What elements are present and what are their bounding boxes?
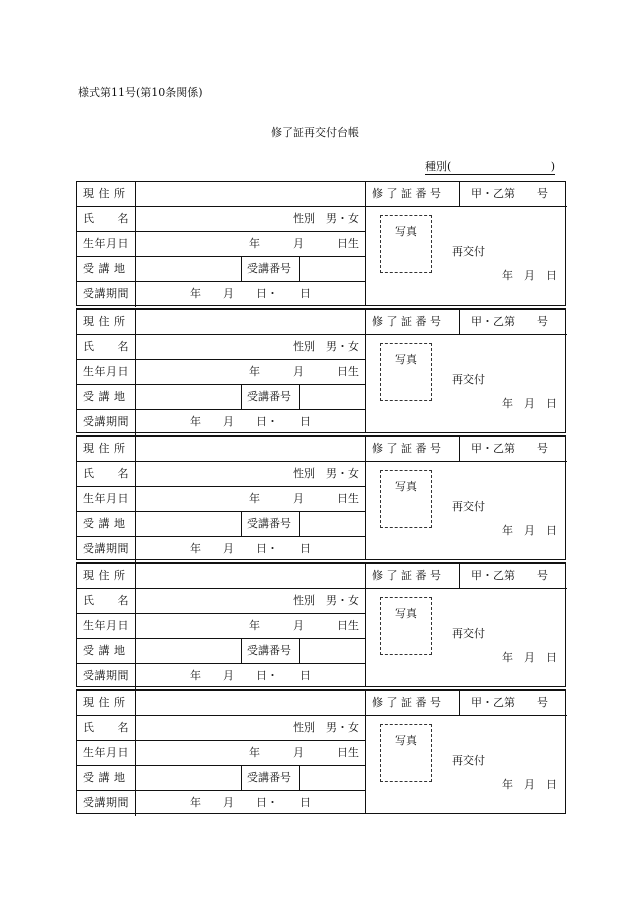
photo-reissue-area [365, 335, 565, 433]
birthdate-label: 生年月日 [77, 487, 136, 511]
birthdate-row [77, 232, 365, 257]
reissue-record [76, 689, 566, 814]
address-row [77, 437, 567, 462]
name-row [77, 716, 365, 741]
sex-field[interactable]: 性別 男・女 [293, 594, 359, 607]
name-row [77, 462, 365, 487]
birthdate-label: 生年月日 [77, 741, 136, 765]
venue-label: 受 講 地 [77, 385, 136, 409]
sex-field[interactable]: 性別 男・女 [293, 467, 359, 480]
cert-number-value[interactable]: 甲・乙第 号 [471, 442, 548, 455]
period-row [77, 410, 365, 435]
category-paren-close: ) [550, 160, 555, 173]
address-label: 現 住 所 [77, 437, 136, 461]
venue-row [77, 257, 365, 282]
birthdate-label: 生年月日 [77, 232, 136, 256]
venue-row [77, 385, 365, 410]
photo-reissue-area [365, 462, 565, 560]
cert-number-label: 修 了 証 番 号 [372, 442, 441, 455]
form-number: 様式第11号(第10条関係) [78, 86, 203, 99]
period-row [77, 664, 365, 689]
name-row [77, 589, 365, 614]
cert-number-label: 修 了 証 番 号 [372, 187, 441, 200]
category-field[interactable] [425, 160, 555, 175]
venue-row [77, 639, 365, 664]
photo-box: 写真 [380, 597, 432, 655]
photo-box: 写真 [380, 470, 432, 528]
reissue-label: 再交付 [452, 627, 485, 640]
address-label: 現 住 所 [77, 310, 136, 334]
reissue-label: 再交付 [452, 245, 485, 258]
reissue-label: 再交付 [452, 373, 485, 386]
birthdate-value[interactable]: 年 月 日生 [249, 619, 359, 632]
period-label: 受講期間 [77, 664, 136, 689]
name-label: 氏 名 [77, 462, 136, 486]
reissue-date[interactable]: 年 月 日 [502, 269, 557, 282]
birthdate-label: 生年月日 [77, 614, 136, 638]
sex-field[interactable]: 性別 男・女 [293, 340, 359, 353]
reissue-date[interactable]: 年 月 日 [502, 397, 557, 410]
name-label: 氏 名 [77, 335, 136, 359]
photo-reissue-area [365, 207, 565, 305]
course-number-label: 受講番号 [247, 390, 291, 403]
period-value[interactable]: 年 月 日・ 日 [190, 796, 311, 809]
course-number-label: 受講番号 [247, 517, 291, 530]
reissue-label: 再交付 [452, 754, 485, 767]
photo-box: 写真 [380, 724, 432, 782]
name-label: 氏 名 [77, 589, 136, 613]
address-row [77, 310, 567, 335]
venue-label: 受 講 地 [77, 766, 136, 790]
period-value[interactable]: 年 月 日・ 日 [190, 415, 311, 428]
venue-label: 受 講 地 [77, 257, 136, 281]
photo-reissue-area [365, 716, 565, 814]
address-row [77, 182, 567, 207]
reissue-date[interactable]: 年 月 日 [502, 778, 557, 791]
photo-box: 写真 [380, 343, 432, 401]
cert-number-value[interactable]: 甲・乙第 号 [471, 187, 548, 200]
cert-number-value[interactable]: 甲・乙第 号 [471, 315, 548, 328]
period-label: 受講期間 [77, 791, 136, 816]
sex-field[interactable]: 性別 男・女 [293, 721, 359, 734]
course-number-label: 受講番号 [247, 262, 291, 275]
venue-row [77, 512, 365, 537]
period-value[interactable]: 年 月 日・ 日 [190, 542, 311, 555]
venue-label: 受 講 地 [77, 512, 136, 536]
photo-reissue-area [365, 589, 565, 687]
name-label: 氏 名 [77, 207, 136, 231]
sex-field[interactable]: 性別 男・女 [293, 212, 359, 225]
birthdate-row [77, 741, 365, 766]
course-number-label: 受講番号 [247, 771, 291, 784]
reissue-label: 再交付 [452, 500, 485, 513]
photo-box: 写真 [380, 215, 432, 273]
reissue-date[interactable]: 年 月 日 [502, 651, 557, 664]
venue-label: 受 講 地 [77, 639, 136, 663]
course-number-label: 受講番号 [247, 644, 291, 657]
name-row [77, 207, 365, 232]
period-label: 受講期間 [77, 410, 136, 435]
reissue-date[interactable]: 年 月 日 [502, 524, 557, 537]
period-row [77, 537, 365, 562]
birthdate-value[interactable]: 年 月 日生 [249, 492, 359, 505]
birthdate-label: 生年月日 [77, 360, 136, 384]
records-table [76, 181, 566, 816]
birthdate-row [77, 360, 365, 385]
birthdate-value[interactable]: 年 月 日生 [249, 237, 359, 250]
period-label: 受講期間 [77, 282, 136, 307]
venue-row [77, 766, 365, 791]
period-value[interactable]: 年 月 日・ 日 [190, 669, 311, 682]
period-row [77, 282, 365, 307]
birthdate-row [77, 614, 365, 639]
page-title: 修了証再交付台帳 [271, 126, 359, 139]
birthdate-value[interactable]: 年 月 日生 [249, 365, 359, 378]
cert-number-label: 修 了 証 番 号 [372, 696, 441, 709]
name-row [77, 335, 365, 360]
reissue-record [76, 181, 566, 306]
address-label: 現 住 所 [77, 182, 136, 206]
period-value[interactable]: 年 月 日・ 日 [190, 287, 311, 300]
birthdate-value[interactable]: 年 月 日生 [249, 746, 359, 759]
address-row [77, 564, 567, 589]
cert-number-value[interactable]: 甲・乙第 号 [471, 696, 548, 709]
name-label: 氏 名 [77, 716, 136, 740]
cert-number-label: 修 了 証 番 号 [372, 569, 441, 582]
category-label: 種別( [425, 160, 452, 173]
period-row [77, 791, 365, 816]
reissue-record [76, 308, 566, 433]
reissue-record [76, 562, 566, 687]
period-label: 受講期間 [77, 537, 136, 562]
reissue-record [76, 435, 566, 560]
birthdate-row [77, 487, 365, 512]
address-label: 現 住 所 [77, 691, 136, 715]
address-label: 現 住 所 [77, 564, 136, 588]
cert-number-label: 修 了 証 番 号 [372, 315, 441, 328]
address-row [77, 691, 567, 716]
cert-number-value[interactable]: 甲・乙第 号 [471, 569, 548, 582]
